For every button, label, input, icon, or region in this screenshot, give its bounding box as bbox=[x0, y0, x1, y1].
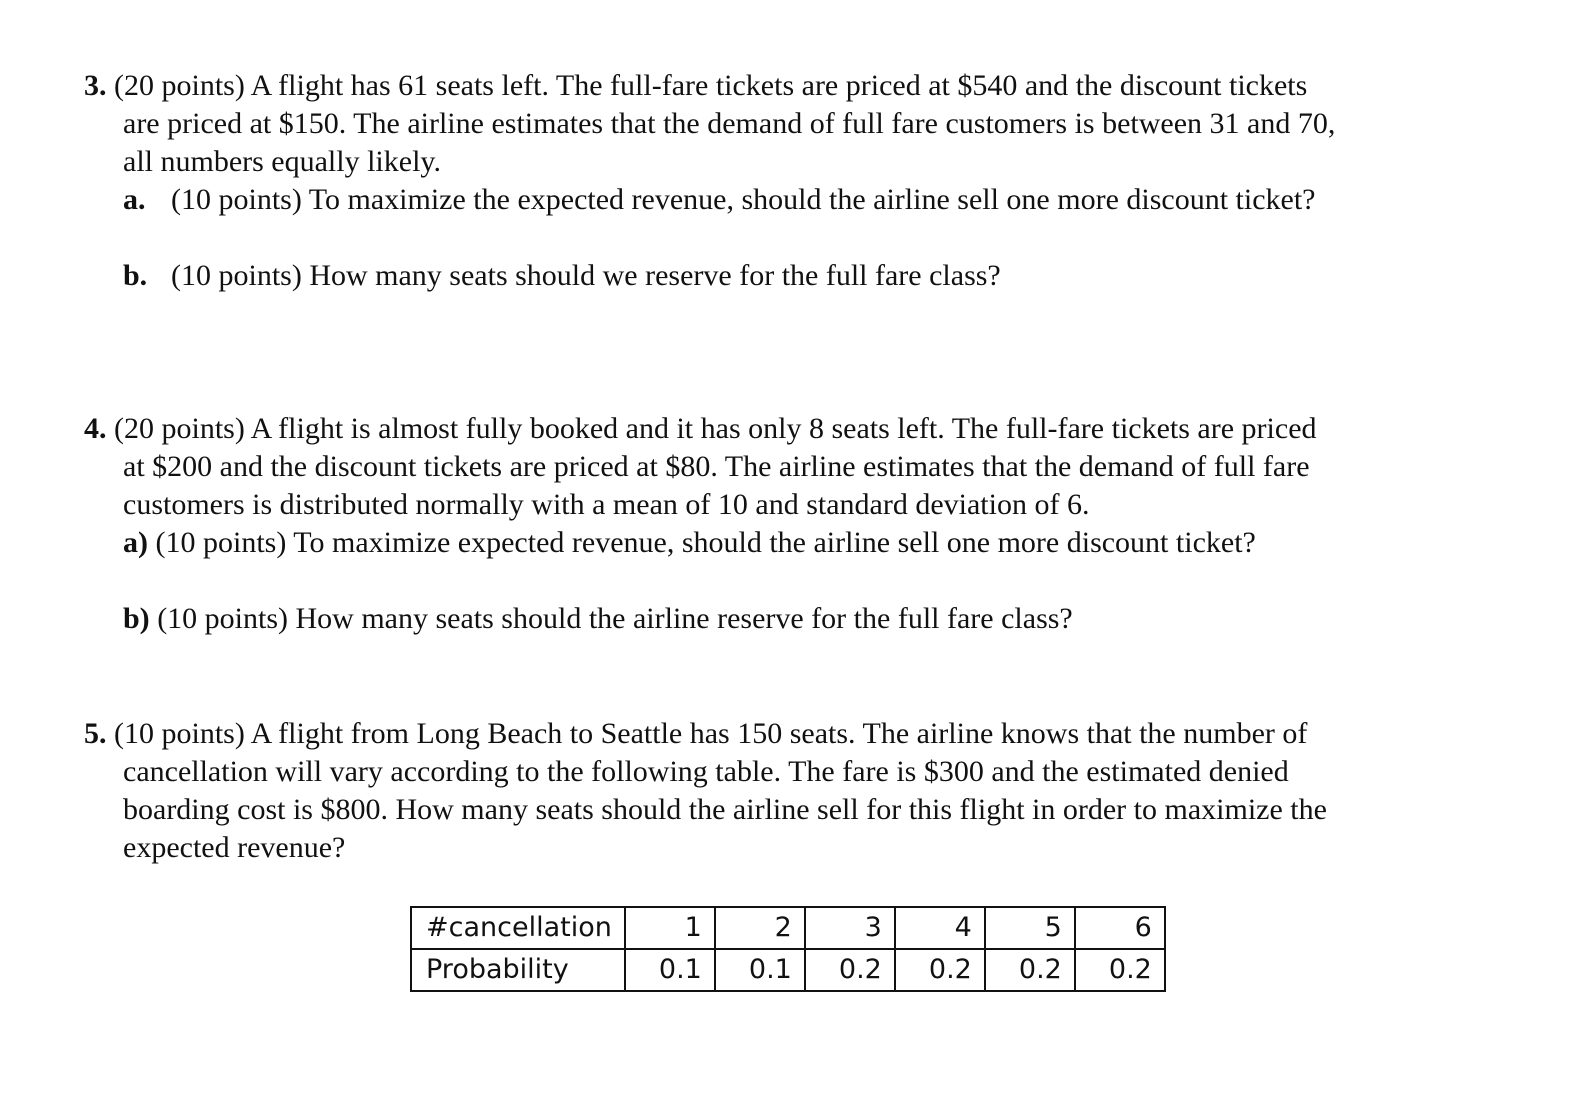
problem-3-part-b bbox=[84, 257, 1484, 295]
problem-4-line-1 bbox=[84, 410, 1484, 448]
problem-3-part-b-text: (10 points) How many seats should we reserve for the full fare class? bbox=[171, 259, 1001, 292]
problem-4-line-2: at $200 and the discount tickets are priced at $80. The airline estimates that the demand of full fare bbox=[123, 450, 1310, 483]
table-cell: 3 bbox=[805, 907, 895, 949]
table-row bbox=[411, 907, 1165, 949]
table-cell: 1 bbox=[625, 907, 715, 949]
row-header-cancellation: #cancellation bbox=[411, 907, 625, 949]
problem-5 bbox=[84, 715, 1484, 867]
table-cell: 5 bbox=[985, 907, 1075, 949]
problem-3-number: 3. bbox=[84, 69, 107, 102]
problem-4-part-b-text: (10 points) How many seats should the airline reserve for the full fare class? bbox=[157, 602, 1073, 635]
table-cell: 0.1 bbox=[715, 949, 805, 991]
problem-4-line-3: customers is distributed normally with a mean of 10 and standard deviation of 6. bbox=[123, 488, 1090, 521]
problem-3-line-1 bbox=[84, 67, 1484, 105]
problem-3 bbox=[84, 67, 1484, 295]
problem-4-part-a-text: (10 points) To maximize expected revenue, should the airline sell one more discount ticket? bbox=[155, 526, 1256, 559]
problem-4-number: 4. bbox=[84, 412, 107, 445]
problem-5-line-4: expected revenue? bbox=[123, 831, 346, 864]
table-row bbox=[411, 949, 1165, 991]
problem-5-line-1 bbox=[84, 715, 1484, 753]
problem-5-line-3: boarding cost is $800. How many seats should the airline sell for this flight in order to maximize the bbox=[123, 793, 1327, 826]
problem-3-part-a-label: a. bbox=[123, 183, 146, 216]
problem-3-part-a bbox=[84, 181, 1484, 219]
problem-5-line-2: cancellation will vary according to the following table. The fare is $300 and the estimated denied bbox=[123, 755, 1289, 788]
table-cell: 0.2 bbox=[895, 949, 985, 991]
table-cell: 0.2 bbox=[985, 949, 1075, 991]
problem-4-part-b-label: b) bbox=[123, 602, 150, 635]
table-cell: 0.1 bbox=[625, 949, 715, 991]
problem-4-text-1: (20 points) A flight is almost fully booked and it has only 8 seats left. The full-fare tickets are priced bbox=[114, 412, 1317, 445]
problem-5-number: 5. bbox=[84, 717, 107, 750]
cancellation-table bbox=[410, 906, 1166, 992]
row-header-probability: Probability bbox=[411, 949, 625, 991]
problem-3-part-b-label: b. bbox=[123, 259, 148, 292]
table-cell: 4 bbox=[895, 907, 985, 949]
table-cell: 0.2 bbox=[805, 949, 895, 991]
table-cell: 0.2 bbox=[1075, 949, 1165, 991]
problem-3-line-2: are priced at $150. The airline estimates that the demand of full fare customers is between 31 and 70, bbox=[123, 107, 1336, 140]
problem-4 bbox=[84, 410, 1484, 638]
problem-3-text-1: (20 points) A flight has 61 seats left. The full-fare tickets are priced at $540 and the discount tickets bbox=[114, 69, 1308, 102]
cancellation-table-wrap bbox=[410, 906, 1166, 992]
table-cell: 2 bbox=[715, 907, 805, 949]
problem-3-part-a-text: (10 points) To maximize the expected revenue, should the airline sell one more discount ticket? bbox=[171, 183, 1316, 216]
problem-4-part-a-label: a) bbox=[123, 526, 148, 559]
problem-4-part-b bbox=[84, 600, 1484, 638]
problem-3-line-3: all numbers equally likely. bbox=[123, 145, 441, 178]
problem-5-text-1: (10 points) A flight from Long Beach to Seattle has 150 seats. The airline knows that the number of bbox=[114, 717, 1308, 750]
problem-4-part-a bbox=[84, 524, 1484, 562]
table-cell: 6 bbox=[1075, 907, 1165, 949]
